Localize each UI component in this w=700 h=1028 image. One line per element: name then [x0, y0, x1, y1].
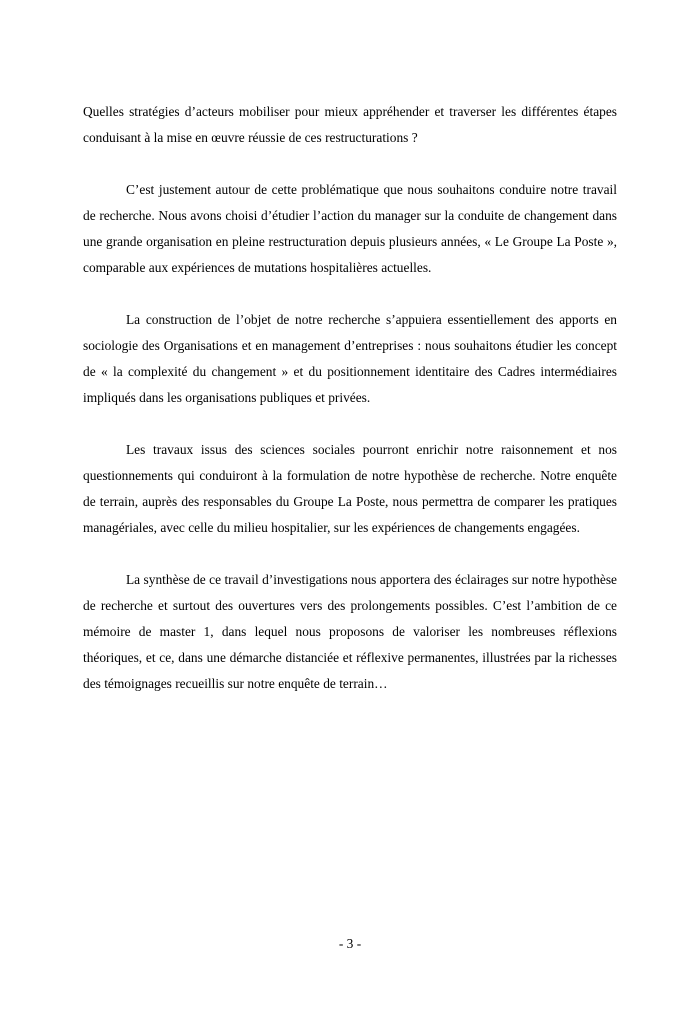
paragraph-research-object: La construction de l’objet de notre recherche s’appuiera essentiellement des apports en sociologie des Organisations et en management d’entreprises : nous souhaitons étudier les concept de « la complexité du changement » et du positionnement identitaire des Cadres intermédiaires impliqués dans les organisations publiques et privées. [83, 312, 617, 405]
paragraph-social-sciences: Les travaux issus des sciences sociales pourront enrichir notre raisonnement et nos questionnements qui conduiront à la formulation de notre hypothèse de recherche. Notre enquête de terrain, auprès des responsables du Groupe La Poste, nous permettra de comparer les pratiques managériales, avec celle du milieu hospitalier, sur les expériences de changements engagées. [83, 442, 617, 535]
page-number: - 3 - [338, 936, 362, 951]
paragraph-synthesis: La synthèse de ce travail d’investigations nous apportera des éclairages sur notre hypothèse de recherche et surtout des ouvertures vers des prolongements possibles. C’est l’ambition de ce mémoire de master 1, dans lequel nous proposons de valoriser les nombreuses réflexions théoriques, et ce, dans une démarche distanciée et réflexive permanentes, illustrées par la richesses des témoignages recueillis sur notre enquête de terrain… [83, 572, 617, 691]
body-text [83, 99, 617, 697]
paragraph-problematic: C’est justement autour de cette problématique que nous souhaitons conduire notre travail de recherche. Nous avons choisi d’étudier l’action du manager sur la conduite de changement dans une grande organisation en pleine restructuration depuis plusieurs années, « Le Groupe La Poste », comparable aux expériences de mutations hospitalières actuelles. [83, 182, 617, 275]
paragraph-research-question: Quelles stratégies d’acteurs mobiliser pour mieux appréhender et traverser les différentes étapes conduisant à la mise en œuvre réussie de ces restructurations ? [83, 104, 617, 145]
